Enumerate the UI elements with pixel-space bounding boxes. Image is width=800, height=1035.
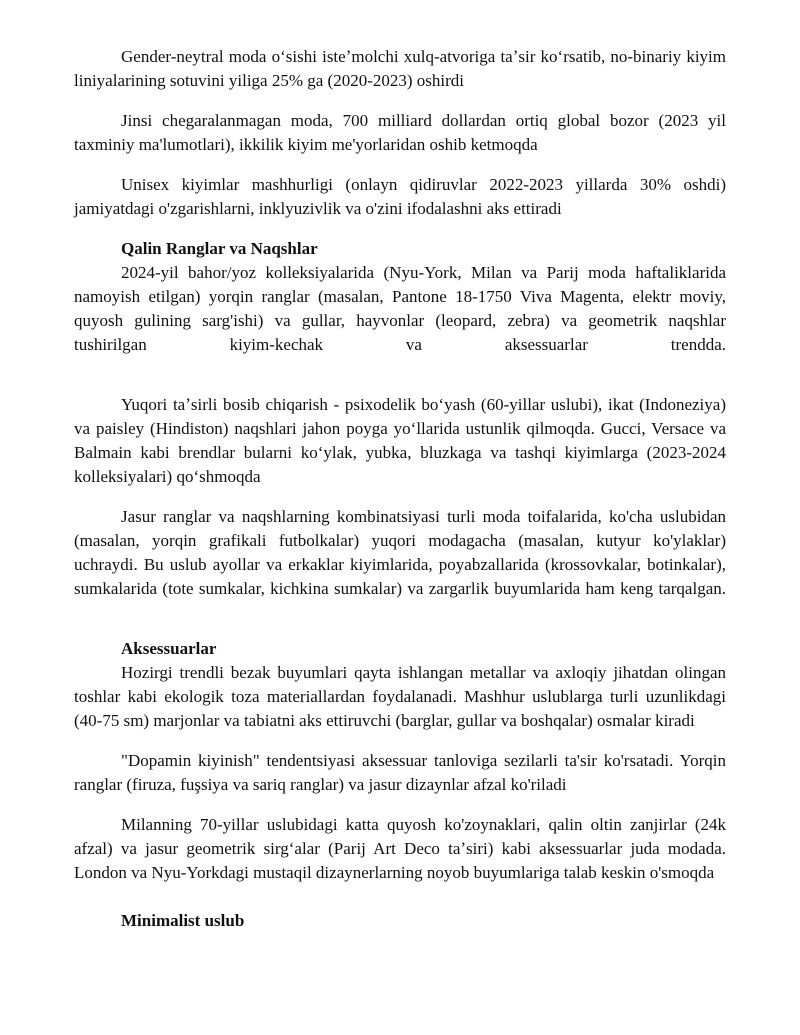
bold-colors-paragraph-1: 2024-yil bahor/yoz kolleksiyalarida (Nyu-York, Milan va Parij moda haftaliklarida namoyish etilgan) yorqin ranglar (masalan, Pantone 18-1750 Viva Magenta, elektr moviy, quyosh gulining sarg'ishi) va gullar, hayvonlar (leopard, zebra) va geometrik naqshlar tushirilgan kiyim-kechak va aksessuarlar trendda.: [74, 263, 726, 354]
accessories-heading: Aksessuarlar: [121, 639, 217, 658]
bold-colors-paragraph-3: Jasur ranglar va naqshlarning kombinatsiyasi turli moda toifalarida, ko'cha uslubidan (masalan, yorqin grafikali futbolkalar) yuqori modagacha (masalan, kutyur ko'ylaklar) uchraydi. Bu uslub ayollar va erkaklar kiyimlarida, poyabzallarida (krossovkalar, botinkalar), sumkalarida (tote sumkalar, kichkina sumkalar) va zargarlik buyumlarida ham keng tarqalgan.: [74, 507, 726, 598]
accessories-paragraph-3: Milanning 70-yillar uslubidagi katta quyosh ko'zoynaklari, qalin oltin zanjirlar (24k afzal) va jasur geometrik sirgʻalar (Parij Art Deco taʼsiri) kabi aksessuarlar juda modada. London va Nyu-Yorkdagi mustaqil dizaynerlarning noyob buyumlariga talab keskin o'smoqda: [74, 815, 726, 882]
bold-colors-heading: Qalin Ranglar va Naqshlar: [121, 239, 318, 258]
intro-paragraph-3: Unisex kiyimlar mashhurligi (onlayn qidiruvlar 2022-2023 yillarda 30% oshdi) jamiyatdagi o'zgarishlarni, inklyuzivlik va o'zini ifodalashni aks ettiradi: [74, 175, 726, 218]
minimalist-heading: Minimalist uslub: [121, 911, 245, 930]
intro-paragraph-2: Jinsi chegaralanmagan moda, 700 milliard dollardan ortiq global bozor (2023 yil taxminiy ma'lumotlari), ikkilik kiyim me'yorlaridan oshib ketmoqda: [74, 111, 726, 154]
accessories-paragraph-1: Hozirgi trendli bezak buyumlari qayta ishlangan metallar va axloqiy jihatdan olingan toshlar kabi ekologik toza materiallardan foydalanadi. Mashhur uslublarga turli uzunlikdagi (40-75 sm) marjonlar va tabiatni aks ettiruvchi (barglar, gullar va boshqalar) osmalar kiradi: [74, 663, 726, 730]
document-page: [74, 45, 726, 933]
intro-paragraph-1: Gender-neytral moda oʻsishi isteʼmolchi xulq-atvoriga taʼsir koʻrsatib, no-binariy kiyim liniyalarining sotuvini yiliga 25% ga (2020-2023) oshirdi: [74, 47, 726, 90]
bold-colors-paragraph-2: Yuqori taʼsirli bosib chiqarish - psixodelik boʻyash (60-yillar uslubi), ikat (Indoneziya) va paisley (Hindiston) naqshlari jahon poyga yoʻllarida ustunlik qilmoqda. Gucci, Versace va Balmain kabi brendlar bularni koʻylak, yubka, bluzkaga va tashqi kiyimlarga (2023-2024 kolleksiyalari) qoʻshmoqda: [74, 395, 726, 486]
accessories-paragraph-2: "Dopamin kiyinish" tendentsiyasi aksessuar tanloviga sezilarli ta'sir ko'rsatadi. Yorqin ranglar (firuza, fuşsiya va sariq ranglar) va jasur dizaynlar afzal ko'riladi: [74, 751, 726, 794]
